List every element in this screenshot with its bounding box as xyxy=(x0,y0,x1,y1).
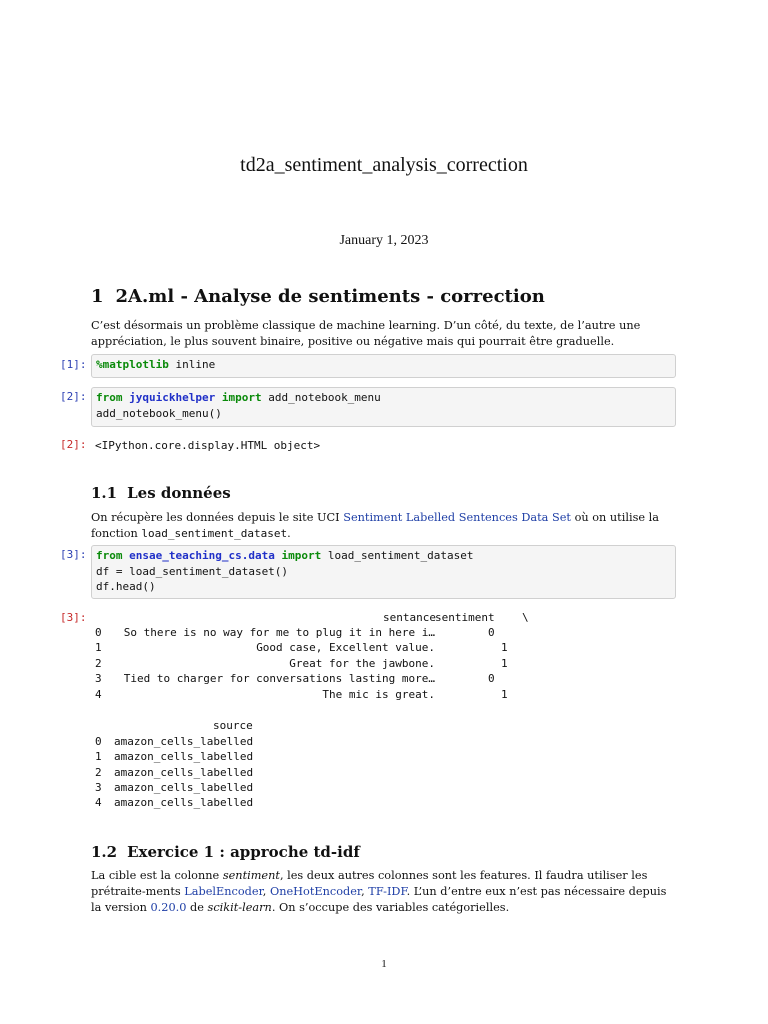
document-title: td2a_sentiment_analysis_correction xyxy=(240,154,528,176)
code-line: df = load_sentiment_dataset() xyxy=(96,564,289,578)
output-prompt: [2]: xyxy=(60,438,87,451)
keyword-from: from xyxy=(96,549,123,562)
separator: , xyxy=(262,885,270,898)
code-cell[interactable] xyxy=(91,387,676,427)
uci-dataset-link[interactable]: Sentiment Labelled Sentences Data Set xyxy=(343,511,571,524)
output-prompt: [3]: xyxy=(60,611,87,624)
sentiment-cell: 1 xyxy=(501,657,508,670)
module-name: ensae_teaching_cs.data xyxy=(129,549,275,562)
dataframe-output xyxy=(95,611,575,811)
module-name: jyquickhelper xyxy=(129,391,216,404)
row-index: 1 xyxy=(95,641,102,654)
keyword-import: import xyxy=(281,549,322,562)
text-segment: . xyxy=(287,527,291,540)
source-cell: amazon_cells_labelled xyxy=(114,766,254,779)
text-segment: On récupère les données depuis le site UCI xyxy=(91,511,344,524)
row-index: 0 xyxy=(95,735,102,748)
code-cell[interactable] xyxy=(91,545,676,599)
code-cell[interactable] xyxy=(91,354,676,378)
emphasis-scikit-learn: scikit-learn xyxy=(207,901,272,914)
label-encoder-link[interactable]: LabelEncoder xyxy=(184,885,263,898)
column-header: source xyxy=(213,719,253,732)
code-line: df.head() xyxy=(96,580,156,593)
text-segment: La cible est la colonne xyxy=(91,869,223,882)
input-prompt: [2]: xyxy=(60,390,87,403)
sentance-cell: Good case, Excellent value. xyxy=(256,641,435,654)
text-segment: de xyxy=(186,901,208,914)
sentiment-cell: 1 xyxy=(501,688,508,701)
sentiment-cell: 0 xyxy=(488,672,495,685)
section-title: 2A.ml - Analyse de sentiments - correction xyxy=(115,286,545,307)
intro-paragraph: C’est désormais un problème classique de machine learning. D’un côté, du texte, de l’autre une appréciation, le plus souvent binaire, positive ou négative mais qui pourrait être graduelle. xyxy=(91,319,641,348)
source-cell: amazon_cells_labelled xyxy=(114,750,254,763)
version-link[interactable]: 0.20.0 xyxy=(150,901,187,914)
section-heading-1-1 xyxy=(91,484,231,502)
output-text: <IPython.core.display.HTML object> xyxy=(95,439,321,452)
row-index: 2 xyxy=(95,766,102,779)
section-number: 1.1 xyxy=(91,484,118,502)
sentiment-cell: 1 xyxy=(501,641,508,654)
function-name: load_sentiment_dataset xyxy=(141,527,288,540)
continuation-marker: \ xyxy=(522,611,529,624)
input-prompt: [1]: xyxy=(60,358,87,371)
import-name: add_notebook_menu xyxy=(261,391,381,404)
text-segment: . L’un d’entre eux n’est pas nécessaire depuis la version xyxy=(91,885,667,914)
keyword-import: import xyxy=(221,391,262,404)
document-date: January 1, 2023 xyxy=(339,233,429,248)
page-number: 1 xyxy=(381,958,387,970)
source-cell: amazon_cells_labelled xyxy=(114,781,254,794)
text-segment: . On s’occupe des variables catégorielles. xyxy=(271,901,510,914)
row-index: 1 xyxy=(95,750,102,763)
tf-idf-link[interactable]: TF-IDF xyxy=(368,885,407,898)
column-header: sentiment xyxy=(435,611,495,624)
sentance-cell: So there is no way for me to plug it in here i… xyxy=(123,626,435,639)
section-title: Exercice 1 : approche td-idf xyxy=(127,843,360,861)
text-segment: , les deux autres colonnes sont les features. Il faudra utiliser les prétraite-ments xyxy=(91,869,648,898)
data-paragraph xyxy=(91,510,678,542)
exercise-paragraph xyxy=(91,868,678,916)
magic-keyword: %matplotlib xyxy=(96,358,169,371)
sentance-cell: Tied to charger for conversations lasting more… xyxy=(123,672,435,685)
row-index: 3 xyxy=(95,672,102,685)
import-name: load_sentiment_dataset xyxy=(321,549,474,562)
one-hot-encoder-link[interactable]: OneHotEncoder xyxy=(269,885,362,898)
row-index: 4 xyxy=(95,796,102,809)
section-heading-1-2 xyxy=(91,843,360,861)
text-segment: où on utilise la fonction xyxy=(91,511,659,540)
row-index: 3 xyxy=(95,781,102,794)
section-number: 1.2 xyxy=(91,843,118,861)
row-index: 2 xyxy=(95,657,102,670)
code-line: add_notebook_menu() xyxy=(96,406,222,420)
sentiment-cell: 0 xyxy=(488,626,495,639)
column-header: sentance xyxy=(383,611,436,624)
section-title: Les données xyxy=(127,484,231,502)
keyword-from: from xyxy=(96,391,123,404)
row-index: 0 xyxy=(95,626,102,639)
emphasis-sentiment: sentiment xyxy=(222,869,280,882)
input-prompt: [3]: xyxy=(60,548,87,561)
sentance-cell: The mic is great. xyxy=(322,688,435,701)
section-heading-1 xyxy=(91,286,545,307)
separator: , xyxy=(361,885,369,898)
source-cell: amazon_cells_labelled xyxy=(114,735,254,748)
code-text: inline xyxy=(168,358,216,371)
section-number: 1 xyxy=(91,286,104,307)
row-index: 4 xyxy=(95,688,102,701)
source-cell: amazon_cells_labelled xyxy=(114,796,254,809)
sentance-cell: Great for the jawbone. xyxy=(289,657,435,670)
